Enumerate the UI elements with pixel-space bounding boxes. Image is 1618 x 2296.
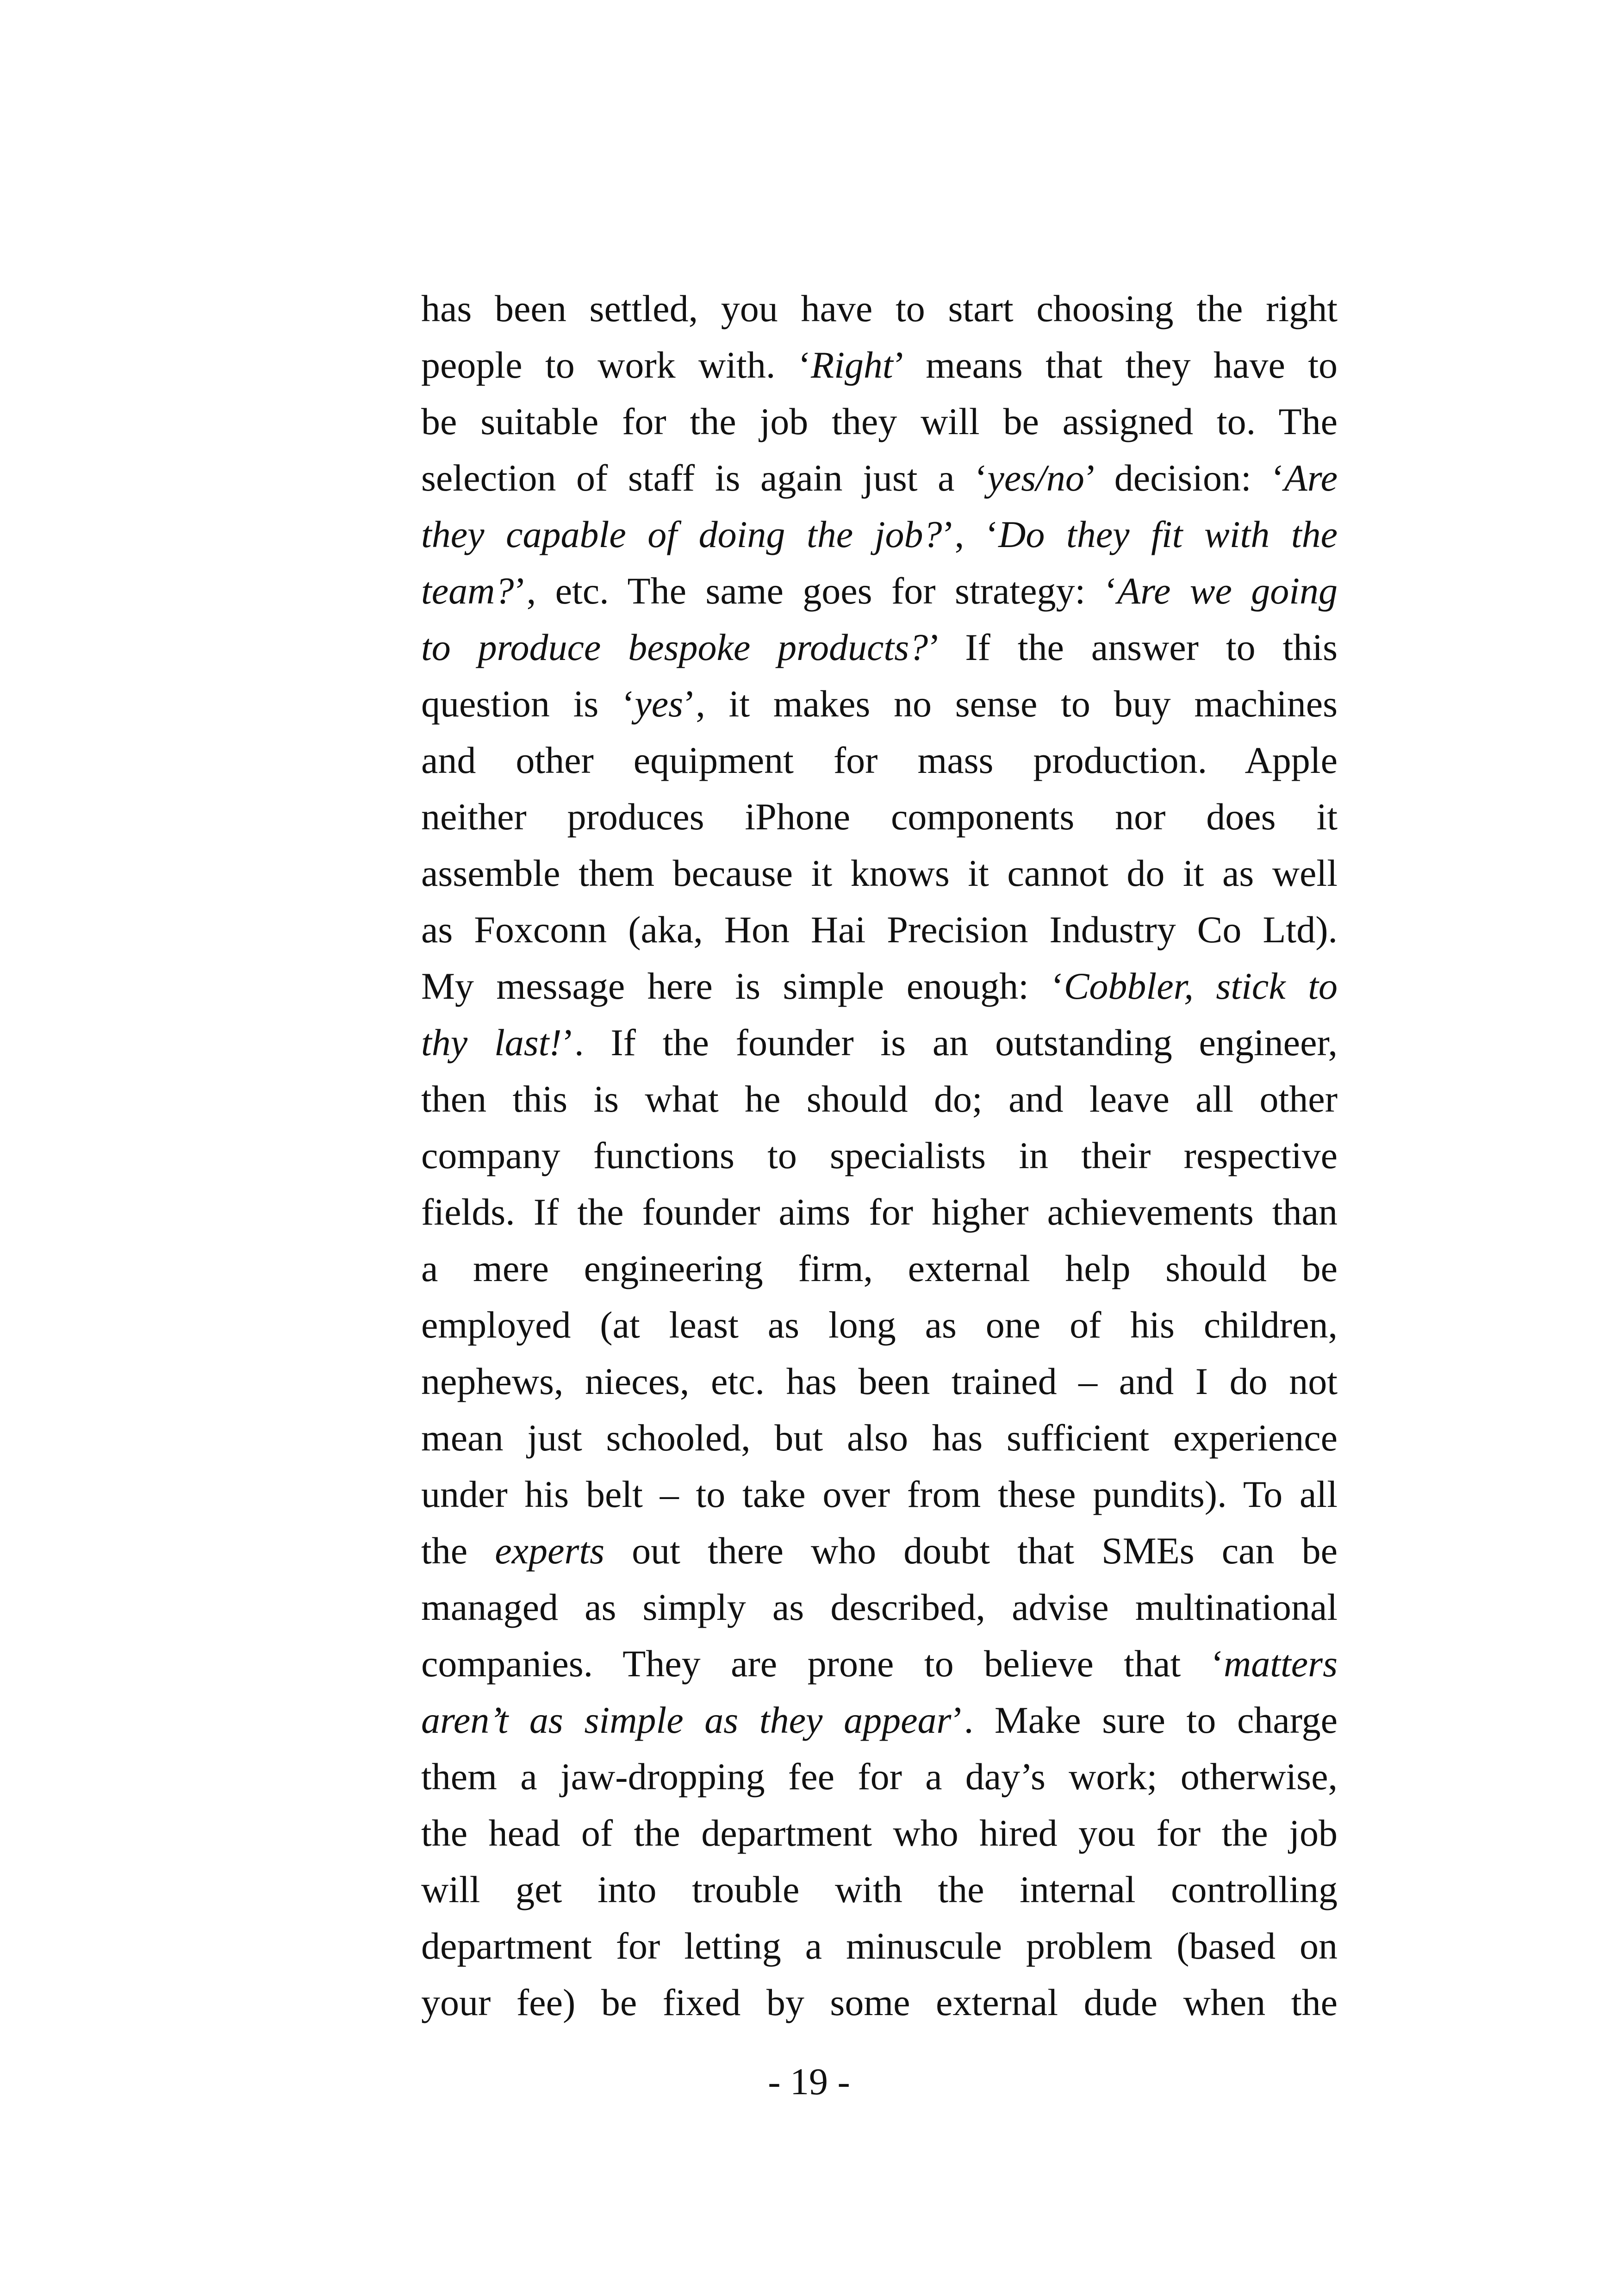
text-line <box>421 1297 1338 1353</box>
text-span: selection of staff is again just a ‘ <box>421 457 988 499</box>
text-span: be suitable for the job they will be assigned to. The <box>421 400 1338 442</box>
text-span: people to work with. ‘ <box>421 344 811 386</box>
text-line <box>421 1523 1338 1579</box>
text-line <box>421 1861 1338 1918</box>
text-span: ’ means that they have to <box>893 344 1338 386</box>
text-span: your fee) be fixed by some external dude when the <box>421 1981 1338 2023</box>
text-line <box>421 337 1338 393</box>
text-span: company functions to specialists in their respective <box>421 1134 1338 1176</box>
text-line <box>421 958 1338 1014</box>
text-span: fields. If the founder aims for higher achievements than <box>421 1191 1338 1233</box>
text-span: out there who doubt that SMEs can be <box>604 1530 1338 1572</box>
text-span: a mere engineering firm, external help should be <box>421 1247 1338 1289</box>
text-span: ’ If the answer to this <box>928 626 1338 668</box>
text-line <box>421 1184 1338 1240</box>
italic-text: Right <box>811 344 893 386</box>
italic-text: they capable of doing the job? <box>421 513 942 555</box>
text-span: and other equipment for mass production. Apple <box>421 739 1338 781</box>
text-line <box>421 450 1338 506</box>
italic-text: Are we going <box>1117 570 1338 612</box>
text-line <box>421 1071 1338 1127</box>
text-span: under his belt – to take over from these pundits). To all <box>421 1473 1338 1515</box>
text-line <box>421 563 1338 619</box>
text-line <box>421 1127 1338 1184</box>
text-span: ’, it makes no sense to buy machines <box>683 683 1338 725</box>
text-span: department for letting a minuscule problem (based on <box>421 1925 1338 1967</box>
text-line <box>421 1805 1338 1861</box>
text-span: ’, etc. The same goes for strategy: ‘ <box>514 570 1118 612</box>
text-line <box>421 1974 1338 2031</box>
text-span: My message here is simple enough: ‘ <box>421 965 1064 1007</box>
text-span: ’ decision: ‘ <box>1084 457 1284 499</box>
text-line <box>421 1918 1338 1974</box>
text-span: assemble them because it knows it cannot do it as well <box>421 852 1338 894</box>
text-line <box>421 676 1338 732</box>
text-span: managed as simply as described, advise multinational <box>421 1586 1338 1628</box>
text-span: companies. They are prone to believe that ‘ <box>421 1643 1224 1685</box>
text-span: has been settled, you have to start choosing the right <box>421 287 1338 330</box>
italic-text: yes/no <box>987 457 1084 499</box>
text-span: ’, ‘ <box>942 513 999 555</box>
text-line <box>421 393 1338 450</box>
text-span: them a jaw-dropping fee for a day’s work; otherwise, <box>421 1755 1338 1798</box>
text-span: question is ‘ <box>421 683 635 725</box>
text-span: the <box>421 1530 495 1572</box>
text-span: employed (at least as long as one of his children, <box>421 1304 1338 1346</box>
italic-text: Cobbler, stick to <box>1064 965 1338 1007</box>
italic-text: matters <box>1224 1643 1338 1685</box>
text-line <box>421 506 1338 563</box>
italic-text: Are <box>1284 457 1338 499</box>
italic-text: aren’t as simple as they appear <box>421 1699 952 1741</box>
italic-text: team? <box>421 570 514 612</box>
text-line <box>421 1014 1338 1071</box>
italic-text: yes <box>635 683 684 725</box>
text-line <box>421 280 1338 337</box>
italic-text: to produce bespoke products? <box>421 626 928 668</box>
text-line <box>421 1748 1338 1805</box>
text-span: ’. Make sure to charge <box>951 1699 1338 1741</box>
text-line <box>421 902 1338 958</box>
text-line <box>421 1692 1338 1748</box>
text-line <box>421 619 1338 676</box>
text-line <box>421 1636 1338 1692</box>
text-line <box>421 845 1338 902</box>
text-span: then this is what he should do; and leave all other <box>421 1078 1338 1120</box>
italic-text: thy last! <box>421 1021 562 1064</box>
page-number: - 19 - <box>768 2060 850 2103</box>
text-line <box>421 1466 1338 1523</box>
text-span: as Foxconn (aka, Hon Hai Precision Industry Co Ltd). <box>421 908 1338 951</box>
italic-text: experts <box>495 1530 605 1572</box>
text-span: the head of the department who hired you for the job <box>421 1812 1338 1854</box>
text-span: nephews, nieces, etc. has been trained – and I do not <box>421 1360 1338 1402</box>
text-line <box>421 1353 1338 1410</box>
text-line <box>421 1579 1338 1636</box>
text-line <box>421 1410 1338 1466</box>
text-span: neither produces iPhone components nor does it <box>421 796 1338 838</box>
text-line <box>421 732 1338 789</box>
text-line <box>421 1240 1338 1297</box>
italic-text: Do they fit with the <box>998 513 1338 555</box>
text-span: mean just schooled, but also has sufficient experience <box>421 1417 1338 1459</box>
text-line <box>421 789 1338 845</box>
text-span: will get into trouble with the internal controlling <box>421 1868 1338 1910</box>
body-text <box>421 280 1338 2031</box>
text-span: ’. If the founder is an outstanding engineer, <box>561 1021 1338 1064</box>
